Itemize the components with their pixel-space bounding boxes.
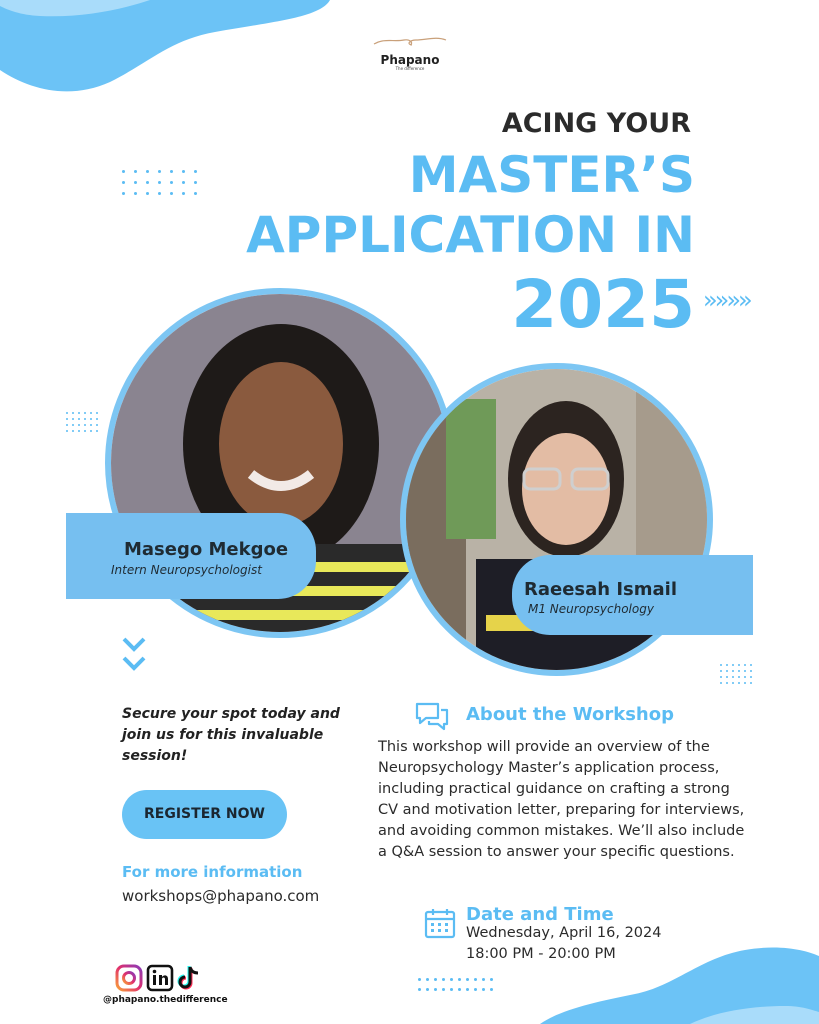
about-body: This workshop will provide an overview of the Neuropsychology Master’s application process, including practical guidance on crafting a strong CV and motivation letter, preparing for interviews, and avoiding common mistakes. We’ll also include a Q&A session to answer your specific questions. xyxy=(378,739,745,860)
more-info-heading: For more information xyxy=(122,863,303,881)
calendar-icon xyxy=(423,906,457,940)
schedule-time: 18:00 PM - 20:00 PM xyxy=(466,946,616,962)
schedule-date: Wednesday, April 16, 2024 xyxy=(466,925,662,941)
speaker-card-masego xyxy=(66,513,316,599)
about-heading: About the Workshop xyxy=(466,704,674,725)
dot-grid-decoration xyxy=(66,412,98,432)
title-line-2: MASTER’S xyxy=(408,146,695,204)
dot-grid-decoration xyxy=(122,170,197,195)
contact-email-link[interactable]: workshops@phapano.com xyxy=(122,887,320,905)
cta-text: Secure your spot today and join us for this invaluable session! xyxy=(122,706,340,764)
register-now-button[interactable]: REGISTER NOW xyxy=(122,790,287,839)
speaker-name: Raeesah Ismail xyxy=(524,579,678,600)
speaker-card-raeesah xyxy=(512,555,753,635)
dot-grid-decoration xyxy=(720,664,752,684)
speaker-role: M1 Neuropsychology xyxy=(528,602,654,616)
brand-name: Phapano xyxy=(380,53,440,67)
top-left-wave-decoration xyxy=(0,0,340,100)
tiktok-icon[interactable] xyxy=(177,964,201,992)
brand-logo xyxy=(365,34,455,74)
social-handle: @phapano.thedifference xyxy=(103,995,228,1005)
chevrons-down-icon xyxy=(122,636,146,674)
instagram-icon[interactable] xyxy=(115,964,143,992)
dot-grid-decoration xyxy=(418,978,493,991)
schedule-heading: Date and Time xyxy=(466,904,614,925)
linkedin-icon[interactable] xyxy=(146,964,174,992)
title-line-1: ACING YOUR xyxy=(501,108,691,139)
chevrons-right-icon: »»»» xyxy=(703,286,750,314)
title-year: 2025 xyxy=(511,266,695,343)
speaker-name: Masego Mekgoe xyxy=(124,539,289,560)
brand-tagline: The difference xyxy=(395,66,425,71)
hands-logo-icon xyxy=(370,34,450,50)
speaker-role: Intern Neuropsychologist xyxy=(111,563,262,577)
chat-bubbles-icon xyxy=(414,701,450,733)
title-line-3: APPLICATION IN xyxy=(246,206,695,264)
social-icons xyxy=(115,964,201,992)
